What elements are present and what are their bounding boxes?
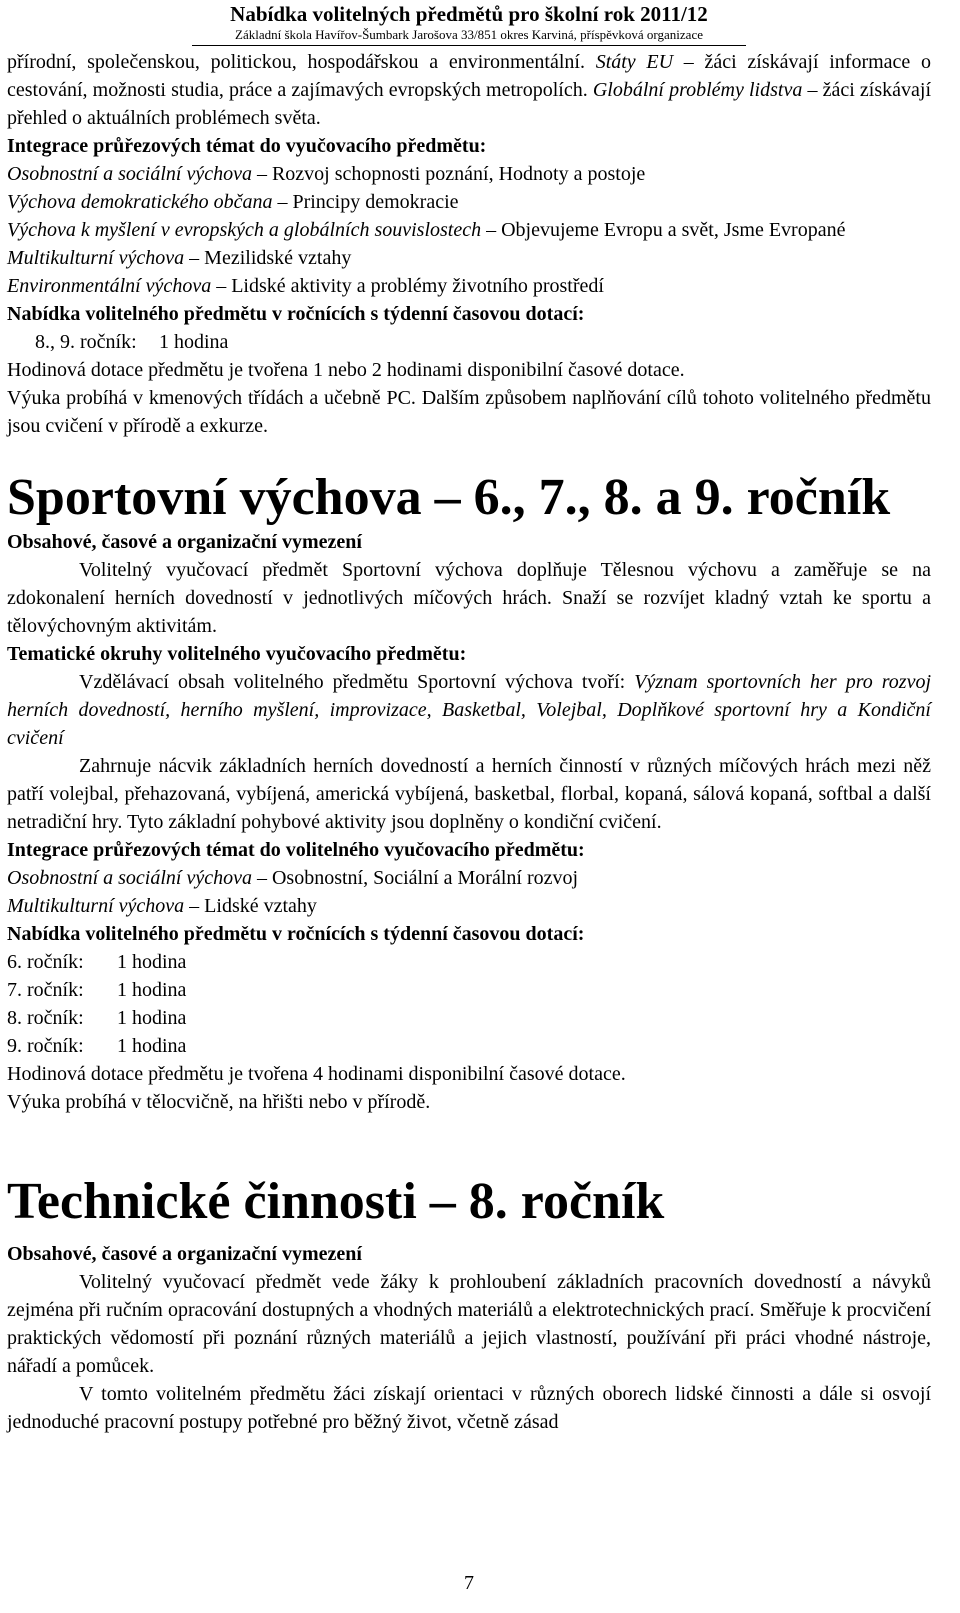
offer-label: 8. ročník: [7, 1007, 84, 1029]
integ-term: Environmentální výchova [7, 275, 212, 297]
integ-text: – Principy demokracie [277, 191, 459, 213]
sport-paragraph-3: Zahrnuje nácvik základních herních dovedností a herních činností v různých míčových hrách mezi něž patří volejbal, přehazovaná, vybíjená, americká vybíjená, basketbal, florbal, kopaná, sálová kopaná, softbal a další netradiční hry. Tyto základní pohybové aktivity jsou doplněny o kondiční cvičení. [7, 755, 931, 833]
sport-integ-item [7, 864, 931, 892]
sport-vyuka: Výuka probíhá v tělocvičně, na hřišti nebo v přírodě. [7, 1091, 431, 1113]
page-number: 7 [464, 1572, 474, 1594]
offer-label: 6. ročník: [7, 951, 84, 973]
offer-label: 8., 9. ročník: [35, 331, 137, 353]
intro-vyuka: Výuka probíhá v kmenových třídách a učebně PC. Dalším způsobem naplňování cílů tohoto volitelného předmětu jsou cvičení v přírodě a exkurze. [7, 387, 931, 437]
sport-paragraph-2 [7, 668, 931, 752]
intro-term-eu: Státy EU [595, 51, 674, 73]
sport-integ-heading: Integrace průřezových témat do volitelného vyučovacího předmětu: [7, 839, 585, 861]
intro-integ-item [7, 216, 931, 244]
intro-integ-heading: Integrace průřezových témat do vyučovacího předmětu: [7, 135, 487, 157]
sport-heading-scope: Obsahové, časové a organizační vymezení [7, 531, 362, 553]
intro-integ-item [7, 160, 931, 188]
offer-label: 7. ročník: [7, 979, 84, 1001]
integ-term: Výchova demokratického občana [7, 191, 273, 213]
intro-term-global: Globální problémy lidstva [592, 79, 803, 101]
intro-eu-text: – žáci získávají informace o cestování, možnosti studia, práce a zajímavých evropských metropolích. [7, 51, 932, 101]
integ-text: – Lidské vztahy [189, 895, 317, 917]
sport-offer-heading: Nabídka volitelného předmětu v ročnících s týdenní časovou dotací: [7, 923, 585, 945]
integ-term: Výchova k myšlení v evropských a globálních souvislostech [7, 219, 482, 241]
offer-value: 1 hodina [117, 979, 187, 1001]
intro-integ-item [7, 244, 931, 272]
intro-offer-heading: Nabídka volitelného předmětu v ročnících s týdenní časovou dotací: [7, 303, 585, 325]
header-title: Nabídka volitelných předmětů pro školní rok 2011/12 [230, 2, 708, 26]
header-subtitle: Základní škola Havířov-Šumbark Jarošova 33/851 okres Karviná, příspěvková organizace [192, 27, 746, 46]
integ-text: – Objevujeme Evropu a svět, Jsme Evropané [486, 219, 846, 241]
integ-term: Osobnostní a sociální výchova [7, 867, 252, 889]
sport-p2-italic: Význam sportovních her pro rozvoj herních dovedností, herního myšlení, improvizace, Basketbal, Volejbal, Doplňkové sportovní hry a Kondiční cvičení [7, 671, 932, 749]
sport-dotace: Hodinová dotace předmětu je tvořena 4 hodinami disponibilní časové dotace. [7, 1063, 626, 1085]
integ-text: – Mezilidské vztahy [189, 247, 352, 269]
tech-heading-scope: Obsahové, časové a organizační vymezení [7, 1243, 362, 1265]
integ-term: Multikulturní výchova [7, 247, 185, 269]
integ-term: Multikulturní výchova [7, 895, 185, 917]
sport-paragraph-1: Volitelný vyučovací předmět Sportovní výchova doplňuje Tělesnou výchovu a zaměřuje se na zdokonalení herních dovedností v jednotlivých míčových hrách. Snaží se rozvíjet kladný vztah ke sportu a tělovýchovným aktivitám. [7, 559, 931, 637]
tech-paragraph-2: V tomto volitelném předmětu žáci získají orientaci v různých oborech lidské činnosti a dále si osvojí jednoduché pracovní postupy potřebné pro běžný život, včetně zásad [7, 1383, 931, 1433]
document-page [7, 0, 932, 1594]
sport-integ-item [7, 892, 931, 920]
sport-title: Sportovní výchova – 6., 7., 8. a 9. ročník [7, 469, 891, 526]
sport-offer-row [7, 948, 931, 976]
offer-value: 1 hodina [117, 951, 187, 973]
sport-offer-row [7, 1032, 931, 1060]
offer-value: 1 hodina [117, 1035, 187, 1057]
intro-global-text: – žáci získávají přehled o aktuálních problémech světa. [7, 79, 932, 129]
intro-integ-item [7, 272, 931, 300]
integ-text: – Rozvoj schopnosti poznání, Hodnoty a postoje [256, 163, 646, 185]
intro-dotace: Hodinová dotace předmětu je tvořena 1 nebo 2 hodinami disponibilní časové dotace. [7, 359, 685, 381]
intro-paragraph [7, 46, 931, 132]
sport-offer-row [7, 1004, 931, 1032]
offer-value: 1 hodina [159, 331, 229, 353]
integ-text: – Lidské aktivity a problémy životního prostředí [216, 275, 604, 297]
tech-paragraph-1: Volitelný vyučovací předmět vede žáky k prohloubení základních pracovních dovedností a návyků zejména při ručním opracování dostupných a vhodných materiálů a elektrotechnických prací. Směřuje k procvičení praktických vědomostí při poznání různých materiálů a jejich vlastností, používání při práci vhodné nástroje, nářadí a pomůcek. [7, 1271, 931, 1377]
offer-value: 1 hodina [117, 1007, 187, 1029]
offer-label: 9. ročník: [7, 1035, 84, 1057]
tech-title: Technické činnosti – 8. ročník [7, 1173, 665, 1230]
intro-integ-item [7, 188, 931, 216]
sport-p2-text: Vzdělávací obsah volitelného předmětu Sportovní výchova tvoří: [79, 671, 626, 693]
integ-text: – Osobnostní, Sociální a Morální rozvoj [256, 867, 579, 889]
sport-heading-topics: Tematické okruhy volitelného vyučovacího předmětu: [7, 643, 467, 665]
intro-line1: přírodní, společenskou, politickou, hospodářskou a environmentální. [7, 51, 585, 73]
intro-offer-row [7, 328, 931, 356]
page-header [7, 0, 931, 46]
integ-term: Osobnostní a sociální výchova [7, 163, 252, 185]
sport-offer-row [7, 976, 931, 1004]
